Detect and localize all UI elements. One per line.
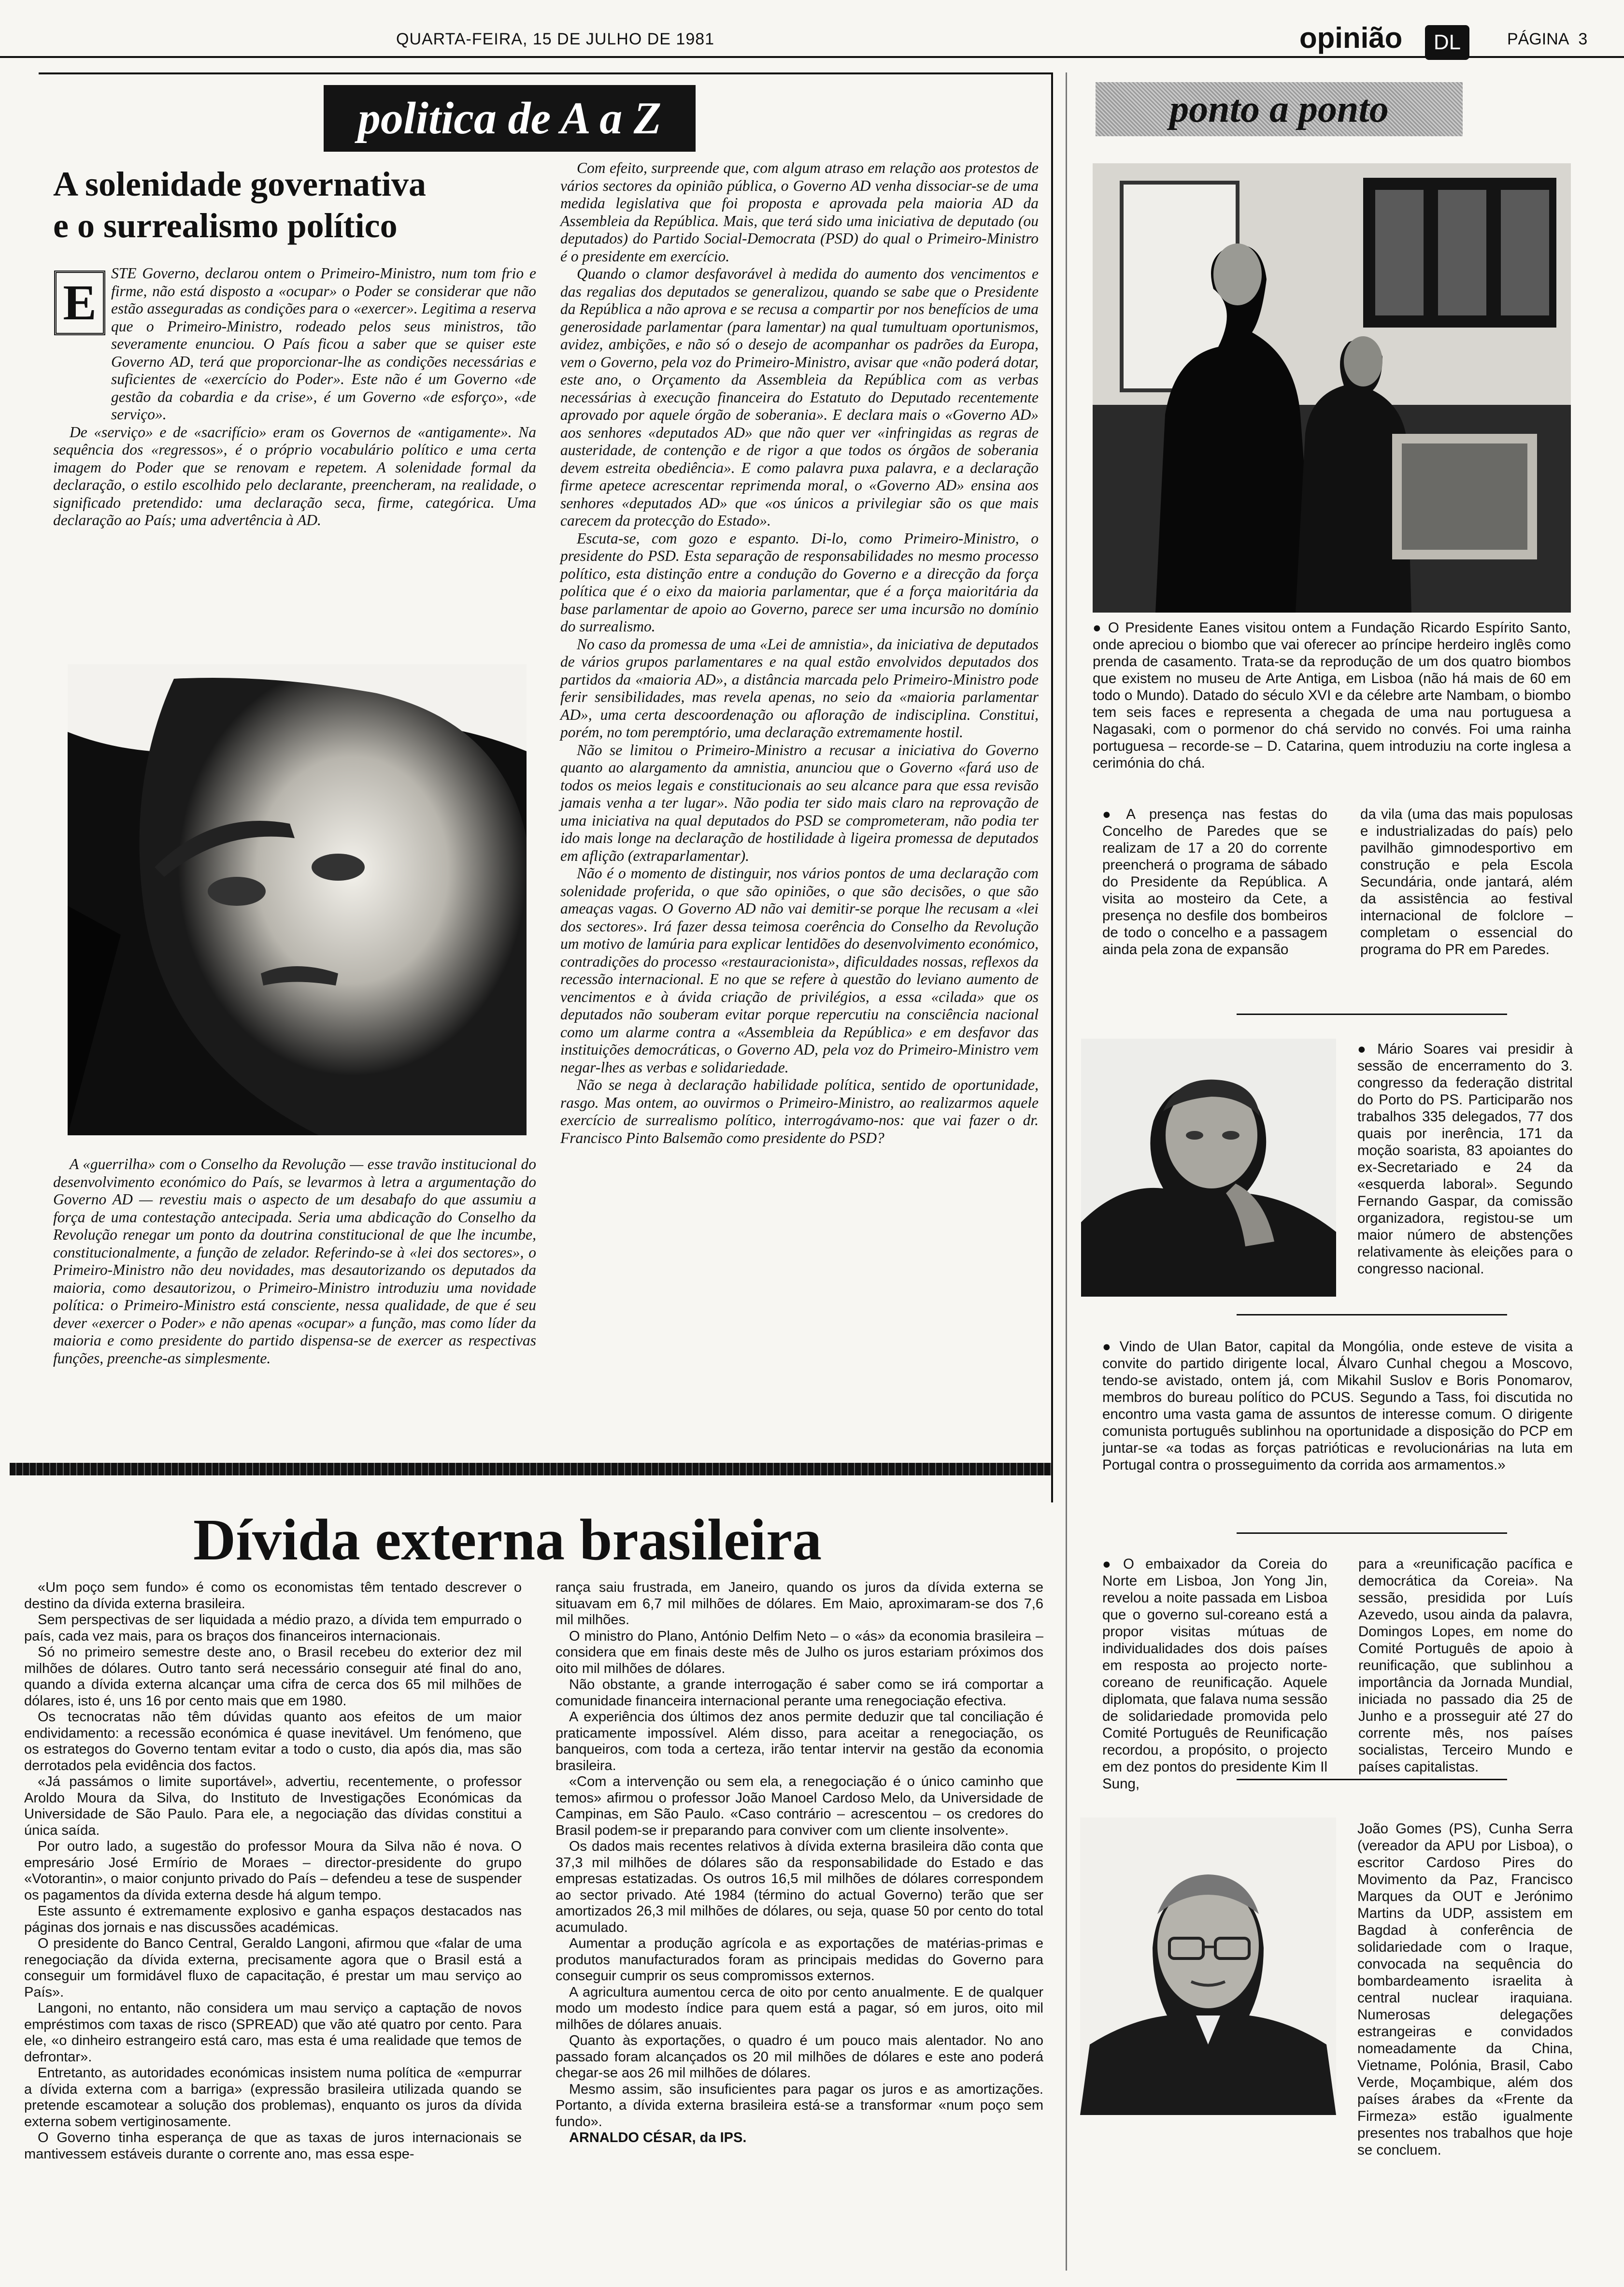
bottom-article-paragraph: rança saiu frustrada, em Janeiro, quando os juros da dívida externa se situavam em 6,7 mil milhões de dólares. Em Maio, aproximaram-se dos 7,6 mil milhões.: [556, 1580, 1043, 1628]
middle-paragraph-3: Escuta-se, com gozo e espanto. Di-lo, como Primeiro-Ministro, o presidente do PSD. Esta separação de responsabilidades no mesmo processo político, esta distinção entre a condução do Governo e a direcção da força política que é o eixo da maioria parlamentar, que é a força maioritária da base parlamentar de apoio ao Governo, parece ser uma incursão no domínio do surrealismo.: [560, 529, 1039, 635]
bottom-article-paragraph: Quanto às exportações, o quadro é um pouco mais alentador. No ano passado foram alcançados os 20 mil milhões de dólares e este ano poderá chegar-se aos 26 mil milhões de dólares.: [556, 2033, 1043, 2081]
bottom-article-paragraph: Langoni, no entanto, não considera um mau serviço a captação de novos empréstimos com taxas de risco (SPREAD) que vão até quatro por cento. Para ele, «o dinheiro estrangeiro está caro, mas esta é uma realidade que temos de defrontar».: [24, 2001, 522, 2065]
bottom-article-paragraph: Entretanto, as autoridades económicas insistem numa política de «empurrar a dívida externa com a barriga» (expressão brasileira utilizada quando se pretende escamotear a solução dos problemas), enquanto os juros da dívida externa sobem vertiginosamente.: [24, 2065, 522, 2130]
bottom-article-paragraph: «Com a intervenção ou sem ela, a renegociação é o único caminho que temos» afirmou o professor João Manoel Cardoso Melo, da Universidade de Campinas, em São Paulo. «Caso contrário – acrescentou – os credores do Brasil podem-se ir preparando para conviver com um cliente insolvente».: [556, 1774, 1043, 1838]
item-bagdad: [1357, 1820, 1573, 2158]
bottom-article-paragraph: «Já passámos o limite suportável», advertiu, recentemente, o professor Aroldo Moura da Silva, do Instituto de Investigações Económicas da Universidade de São Paulo. Para ele, a negociação das dívidas constitui a única saída.: [24, 1774, 522, 1838]
newspaper-logo: DL: [1425, 25, 1469, 60]
bottom-article-paragraph: A experiência dos últimos dez anos permite deduzir que tal conciliação é praticamente impossível. Além disso, para aceitar a renegociação, os banqueiros, com toda a certeza, irão tentar intervir na gestão da economia brasileira.: [556, 1709, 1043, 1773]
divider-3: [1237, 1532, 1507, 1534]
headline-line-1: A solenidade governativa: [53, 165, 427, 203]
item-coreia-text-2: para a «reunificação pacífica e democrática da Coreia». Na sessão, presidida por Luís Azevedo, usou ainda da palavra, Domingos Lopes, em nome do Comité Português de apoio à reunificação, que sublinhou a importância da Jornada Mundial, iniciada no passado dia 25 de Junho e a prosseguir até 27 do corrente mês, nos países socialistas, Terceiro Mundo e países capitalistas.: [1358, 1556, 1573, 1775]
bottom-article-paragraph: Mesmo assim, são insuficientes para pagar os juros e as amortizações. Portanto, a dívida externa brasileira está-se a transformar «num poço sem fundo».: [556, 2081, 1043, 2130]
item-paredes-text-2: da vila (uma das mais populosas e industrializadas do país) pelo pavilhão gimnodesportivo em construção e pela Escola Secundária, onde jantará, além da assistência ao festival internacional de folclore – completam o essencial do programa do PR em Paredes.: [1360, 806, 1573, 958]
bottom-article-paragraph: O Governo tinha esperança de que as taxas de juros internacionais se mantivessem estáveis durante o corrente ano, mas essa espe-: [24, 2130, 522, 2162]
lower-paragraph: A «guerrilha» com o Conselho da Revolução — esse travão institucional do desenvolvimento económico do País, se levarmos à letra a argumentação do Governo AD — revestiu mais o aspecto de um desabafo do que assumiu a força de uma contestação antecipada. Seria uma abdicação do Conselho da Revolução renegar um ponto da doutrina constitucional de que lhe incumbe, constitucionalmente, a função de zelador. Referindo-se à «lei dos sectores», o Primeiro-Ministro não deu novidades, mas desautorizando os deputados da maioria, como desautorizou, o Primeiro-Ministro introduziu uma novidade política: o Primeiro-Ministro está consciente, nessa qualidade, de que é seu dever «exercer o Poder» e não apenas «ocupar» a função, mas como líder da maioria e como presidente do partido dispensa-se de exercer as respectivas funções, preenche-as simplesmente.: [53, 1156, 536, 1367]
bottom-article-paragraph: ARNALDO CÉSAR, da IPS.: [569, 2130, 747, 2145]
masthead-rule: [0, 56, 1624, 58]
middle-paragraph-5: Não se limitou o Primeiro-Ministro a recusar a iniciativa do Governo quanto ao alargamento da amnistia, anunciou que o Governo «fará uso de todos os meios legais e constitucionais ao seu alcance para que essa revisão jamais venha a ter lugar». Não podia ter sido mais claro na reprovação de uma iniciativa na qual deputados do PSD se comprometeram, não podia ter ido mais longe na declaração de hostilidade à ligeira promessa de deputados em aflição (extraparlamentar).: [560, 741, 1039, 864]
item-paredes-right: [1360, 806, 1573, 958]
item-paredes-left: [1102, 806, 1327, 958]
eanes-visit-photo: [1093, 163, 1571, 613]
item-soares: [1357, 1041, 1573, 1277]
middle-paragraph-6: Não é o momento de distinguir, nos vários pontos de uma declaração com solenidade proferida, o que são opiniões, o que são decisões, o que são ameaças vagas. O Governo AD não vai demitir-se porque lhe recusam a «lei dos sectores». Irá fazer dessa teimosa coerência do Conselho da Revolução um motivo de lamúria para explicar lentidões do desenvolvimento económico, contradições do processo «restauracionista», dificuldades nossas, reflexos da recessão internacional. E no que se refere à questão do leviano aumento de vencimentos e à ávida criação de privilégios, a essa «cilada» que os deputados não souberam evitar porque repercutiu na consciência nacional como um alarme contra a «Assembleia da República» e em desfavor das instituições democráticas, o Governo AD, pela voz do Primeiro-Ministro vem negar-lhes as verbas e solidariedade.: [560, 865, 1039, 1076]
bottom-article-paragraph: Sem perspectivas de ser liquidada a médio prazo, a dívida tem empurrado o país, cada vez mais, para os braços dos financeiros internacionais.: [24, 1612, 522, 1644]
bottom-article-paragraph: O presidente do Banco Central, Geraldo Langoni, afirmou que «falar de uma renegociação da dívida externa, precisamente agora que o Brasil está a conseguir um formidável fluxo de capacitação, é prestar um mau serviço ao País».: [24, 1936, 522, 2000]
lower-left-text: [53, 1156, 536, 1367]
item-coreia-right: [1358, 1556, 1573, 1775]
divider-4: [1237, 1779, 1507, 1780]
bottom-article-paragraph: Os dados mais recentes relativos à dívida externa brasileira dão conta que 37,3 mil milhões de dólares são da responsabilidade do Estado e das empresas estatizadas. Os outros 16,5 mil milhões de dólares correspondem ao sector privado. Até 1984 (término do actual Governo) terão que ser amortizados 26,3 mil milhões de dólares, ou seja, quase 50 por cento do total acumulado.: [556, 1839, 1043, 1935]
bottom-article-paragraph: Por outro lado, a sugestão do professor Moura da Silva não é nova. O empresário José Ermírio de Moraes – director-presidente do grupo «Votorantin», o maior conjunto privado do País – defendeu a tese de suspender os pagamentos da dívida externa desde há algum tempo.: [24, 1839, 522, 1903]
middle-paragraph-2: Quando o clamor desfavorável à medida do aumento dos vencimentos e das regalias dos deputados se generalizou, quando se sabe que o Presidente da República a não aprova e se recusa a compartir por nos benefícios de uma generosidade parlamentar (para lamentar) na qual tumultuam oportunismos, avidez, ambições, e não só o desejo de acompanhar os padrões da Europa, vem o Governo, pela voz do Primeiro-Ministro, avisar que «não poderá dotar, este ano, o Orçamento da Assembleia da República com as verbas necessárias à execução financeira do Estatuto do Deputado recentemente aprovado por aquele órgão de soberania». E declara mais o «Governo AD» aos senhores «deputados AD» que não quer ver «infringidas as regras de austeridade, de contenção e de rigor a que todos os órgãos de soberania devem estreita obediência». E como palavra puxa palavra, e a declaração firme apetece acrescentar reprimenda moral, o «Governo AD» ensina aos senhores «deputados AD» que «os únicos a privilegiar são os que mais carecem da protecção do Estado».: [560, 265, 1039, 529]
section-title: opinião: [1299, 22, 1403, 54]
dropcap: E: [54, 271, 105, 335]
middle-column-text: [560, 159, 1039, 1147]
caption-eanes-text: ● O Presidente Eanes visitou ontem a Fundação Ricardo Espírito Santo, onde apreciou o biombo que vai oferecer ao príncipe herdeiro inglês como prenda de casamento. Trata-se da reprodução de um dos quatro biombos que existem no museu de Arte Antiga, em Lisboa (não há mais de 60 em todo o Mundo). Datado do século XVI e da célebre arte Nambam, o biombo tem seis faces e representa a chegada de uma nau portuguesa a Nagasaki, com o pormenor do chá servido no convés. Foi uma rainha portuguesa – recorde-se – D. Catarina, quem introduziu na corte inglesa a cerimónia do chá.: [1093, 619, 1571, 772]
bottom-article-paragraph: Só no primeiro semestre deste ano, o Brasil recebeu do exterior dez mil milhões de dólares. Outro tanto será necessário conseguir até final do ano, quando a dívida externa alcançar uma cifra de cerca dos 65 mil milhões de dólares, isto é, uns 16 por cento mais que em 1980.: [24, 1644, 522, 1709]
bottom-article-paragraph: Aumentar a produção agrícola e as exportações de matérias-primas e produtos manufacturados foram as principais medidas do Governo para conseguir cumprir os seus compromissos externos.: [556, 1936, 1043, 1984]
article-headline: [53, 163, 546, 246]
caption-eanes: [1093, 619, 1571, 772]
divider-2: [1237, 1314, 1507, 1315]
intro-paragraph: STE Governo, declarou ontem o Primeiro-Ministro, num tom frio e firme, não está disposto a «ocupar» o Poder se considerar que não estão asseguradas as condições para o «exercer». Legitima a reserva que o Primeiro-Ministro, rodeado pelos seus ministros, tão severamente enunciou. O País ficou a saber que se quiser este Governo AD, terá que proporcionar-lhe as condições necessárias e suficientes de «exercício do Poder». Este não é um Governo «de gestão da cobardia e da crise», é um Governo «de esforço», «de serviço».: [111, 265, 536, 423]
page-label: PÁGINA: [1507, 30, 1569, 48]
box-bottom-rule: [10, 1463, 1053, 1475]
bottom-article-paragraph: Este assunto é extremamente explosivo e ganha espaços destacados nas páginas dos jornais e nas discussões académicas.: [24, 1903, 522, 1935]
joao-gomes-photo: [1080, 1817, 1336, 2115]
column-separator: [1066, 72, 1067, 2271]
middle-paragraph-7: Não se nega à declaração habilidade política, sentido de oportunidade, rasgo. Mas ontem, ao ouvirmos o Primeiro-Ministro, ao realizarmos aquele exercício de surrealismo político, interrogávamo-nos: que vai fazer o dr. Francisco Pinto Balsemão como presidente do PSD?: [560, 1076, 1039, 1146]
divider-1: [1237, 1014, 1507, 1015]
bottom-article-col2: [556, 1580, 1043, 2146]
header-date: QUARTA-FEIRA, 15 DE JULHO DE 1981: [396, 30, 715, 48]
bottom-article-paragraph: «Um poço sem fundo» é como os economistas têm tentado descrever o destino da dívida externa brasileira.: [24, 1580, 522, 1612]
item-paredes-text-1: ● A presença nas festas do Concelho de Paredes que se realizam de 17 a 20 do corrente preencherá o programa de sábado do Presidente da República. A visita ao mosteiro da Cete, a presença no desfile dos bombeiros de todo o concelho e a passagem ainda pela zona de expansão: [1102, 806, 1327, 958]
bottom-article-paragraph: Não obstante, a grande interrogação é saber como se irá comportar a comunidade financeira internacional perante uma renegociação efectiva.: [556, 1677, 1043, 1709]
item-cunhal-text: ● Vindo de Ulan Bator, capital da Mongólia, onde esteve de visita a convite do partido dirigente local, Álvaro Cunhal chegou a Moscovo, tendo-se avistado, ontem já, com Mikahil Suslov e Boris Ponomarov, membros do bureau político do PCUS. Segundo a Tass, foi discutida no encontro uma vasta gama de assuntos de interesse comum. O dirigente comunista português sublinhou na oportunidade a disposição do PCP em juntar-se «a todas as forças patrióticas e revolucionárias na luta em Portugal contra o prosseguimento da corrida aos armamentos.»: [1102, 1338, 1573, 1473]
bottom-article-paragraph: A agricultura aumentou cerca de oito por cento anualmente. E de qualquer modo um modesto índice para quem está a pagar, só em juros, oito mil milhões de dólares anuais.: [556, 1984, 1043, 2032]
item-soares-text: ● Mário Soares vai presidir à sessão de encerramento do 3. congresso da federação distrital do Porto do PS. Participarão nos trabalhos 335 delegados, 77 dos quais por inerência, 171 da moção soarista, 83 apoiantes do ex-Secretariado e 24 da «esquerda laboral». Segundo Fernando Gaspar, da comissão organizadora, registou-se um maior número de abstenções relativamente às eleições para o congresso nacional.: [1357, 1041, 1573, 1277]
bottom-article-paragraph: O ministro do Plano, António Delfim Neto – o «ás» da economia brasileira – considera que em finais deste mês de Julho os juros estariam próximos dos oito mil milhões de dólares.: [556, 1628, 1043, 1676]
section-banner-politica: politica de A a Z: [324, 85, 696, 152]
intro-text: [53, 265, 536, 529]
intro-paragraph-2: De «serviço» e de «sacrifício» eram os Governos de «antigamente». Na sequência dos «regressos», é o próprio vocabulário político e uma certa imagem do Poder que se renovam e repetem. A solenidade formal da declaração, o estilo escolhido pelo declarante, preencheram, na realidade, o significado pretendido: uma declaração seca, firme, categórica. Uma declaração ao País; uma advertência à AD.: [53, 423, 536, 529]
page-number: [1507, 30, 1587, 49]
middle-paragraph-4: No caso da promessa de uma «Lei de amnistia», da iniciativa de deputados de vários grupos parlamentares e na qual estão envolvidos deputados dos partidos da «maioria AD», a distância marcada pelo Primeiro-Ministro pode ferir sensibilidades, mas revela apenas, no seio da «maioria parlamentar AD», uma certa descoordenação ou afloração de indisciplina. Constitui, porém, no tom peremptório, uma declaração extremamente hostil.: [560, 635, 1039, 741]
page-number-value: 3: [1578, 30, 1588, 48]
box-right-rule: [1051, 72, 1053, 1502]
mario-soares-photo: [1081, 1039, 1336, 1297]
box-top-rule: [39, 72, 1053, 74]
bottom-article-col1: [24, 1580, 522, 2162]
section-banner-ponto: ponto a ponto: [1096, 82, 1463, 136]
item-bagdad-text: João Gomes (PS), Cunha Serra (vereador da APU por Lisboa), o escritor Cardoso Pires do Movimento da Paz, Francisco Marques da OUT e Jerónimo Martins da UDP, assistem em Bagdad à conferência de solidariedade com o Iraque, convocada na sequência do bombardeamento israelita à central nuclear iraquiana. Numerosas delegações estrangeiras e convidados nomeadamente da China, Vietname, Polónia, Brasil, Cabo Verde, Moçambique, além dos países árabes da «Frente da Firmeza» estão igualmente presentes nos trabalhos que hoje se concluem.: [1357, 1821, 1573, 2158]
prime-minister-photo: [68, 664, 527, 1135]
bottom-headline: Dívida externa brasileira: [193, 1507, 822, 1572]
item-coreia-left: [1102, 1556, 1327, 1792]
middle-paragraph-1: Com efeito, surpreende que, com algum atraso em relação aos protestos de vários sectores da opinião pública, o Governo AD venha dissociar-se de uma medida legislativa que foi proposta e aprovada pela maioria AD da Assembleia da República. Mais, que terá sido uma iniciativa de deputado (ou deputados) do Partido Social-Democrata (PSD) do qual o Primeiro-Ministro é o presidente em exercício.: [560, 159, 1039, 265]
bottom-article-paragraph: Os tecnocratas não têm dúvidas quanto aos efeitos de um maior endividamento: a recessão económica é quase inevitável. Um fenómeno, que os estrategos do Governo tentam evitar a todo o custo, dia após dia, mas são derrotados pela evidência dos factos.: [24, 1709, 522, 1773]
headline-line-2: e o surrealismo político: [53, 206, 398, 245]
item-cunhal: [1102, 1338, 1573, 1473]
item-coreia-text-1: ● O embaixador da Coreia do Norte em Lisboa, Jon Yong Jin, revelou a noite passada em Lisboa que o governo sul-coreano está a propor visitas mútuas de individualidades dos dois países em resposta ao projecto norte-coreano de reunificação. Aquele diplomata, que falava numa sessão de solidariedade promovida pelo Comité Português de Reunificação recordou, a propósito, o projecto em dez pontos do presidente Kim Il Sung,: [1102, 1556, 1327, 1792]
